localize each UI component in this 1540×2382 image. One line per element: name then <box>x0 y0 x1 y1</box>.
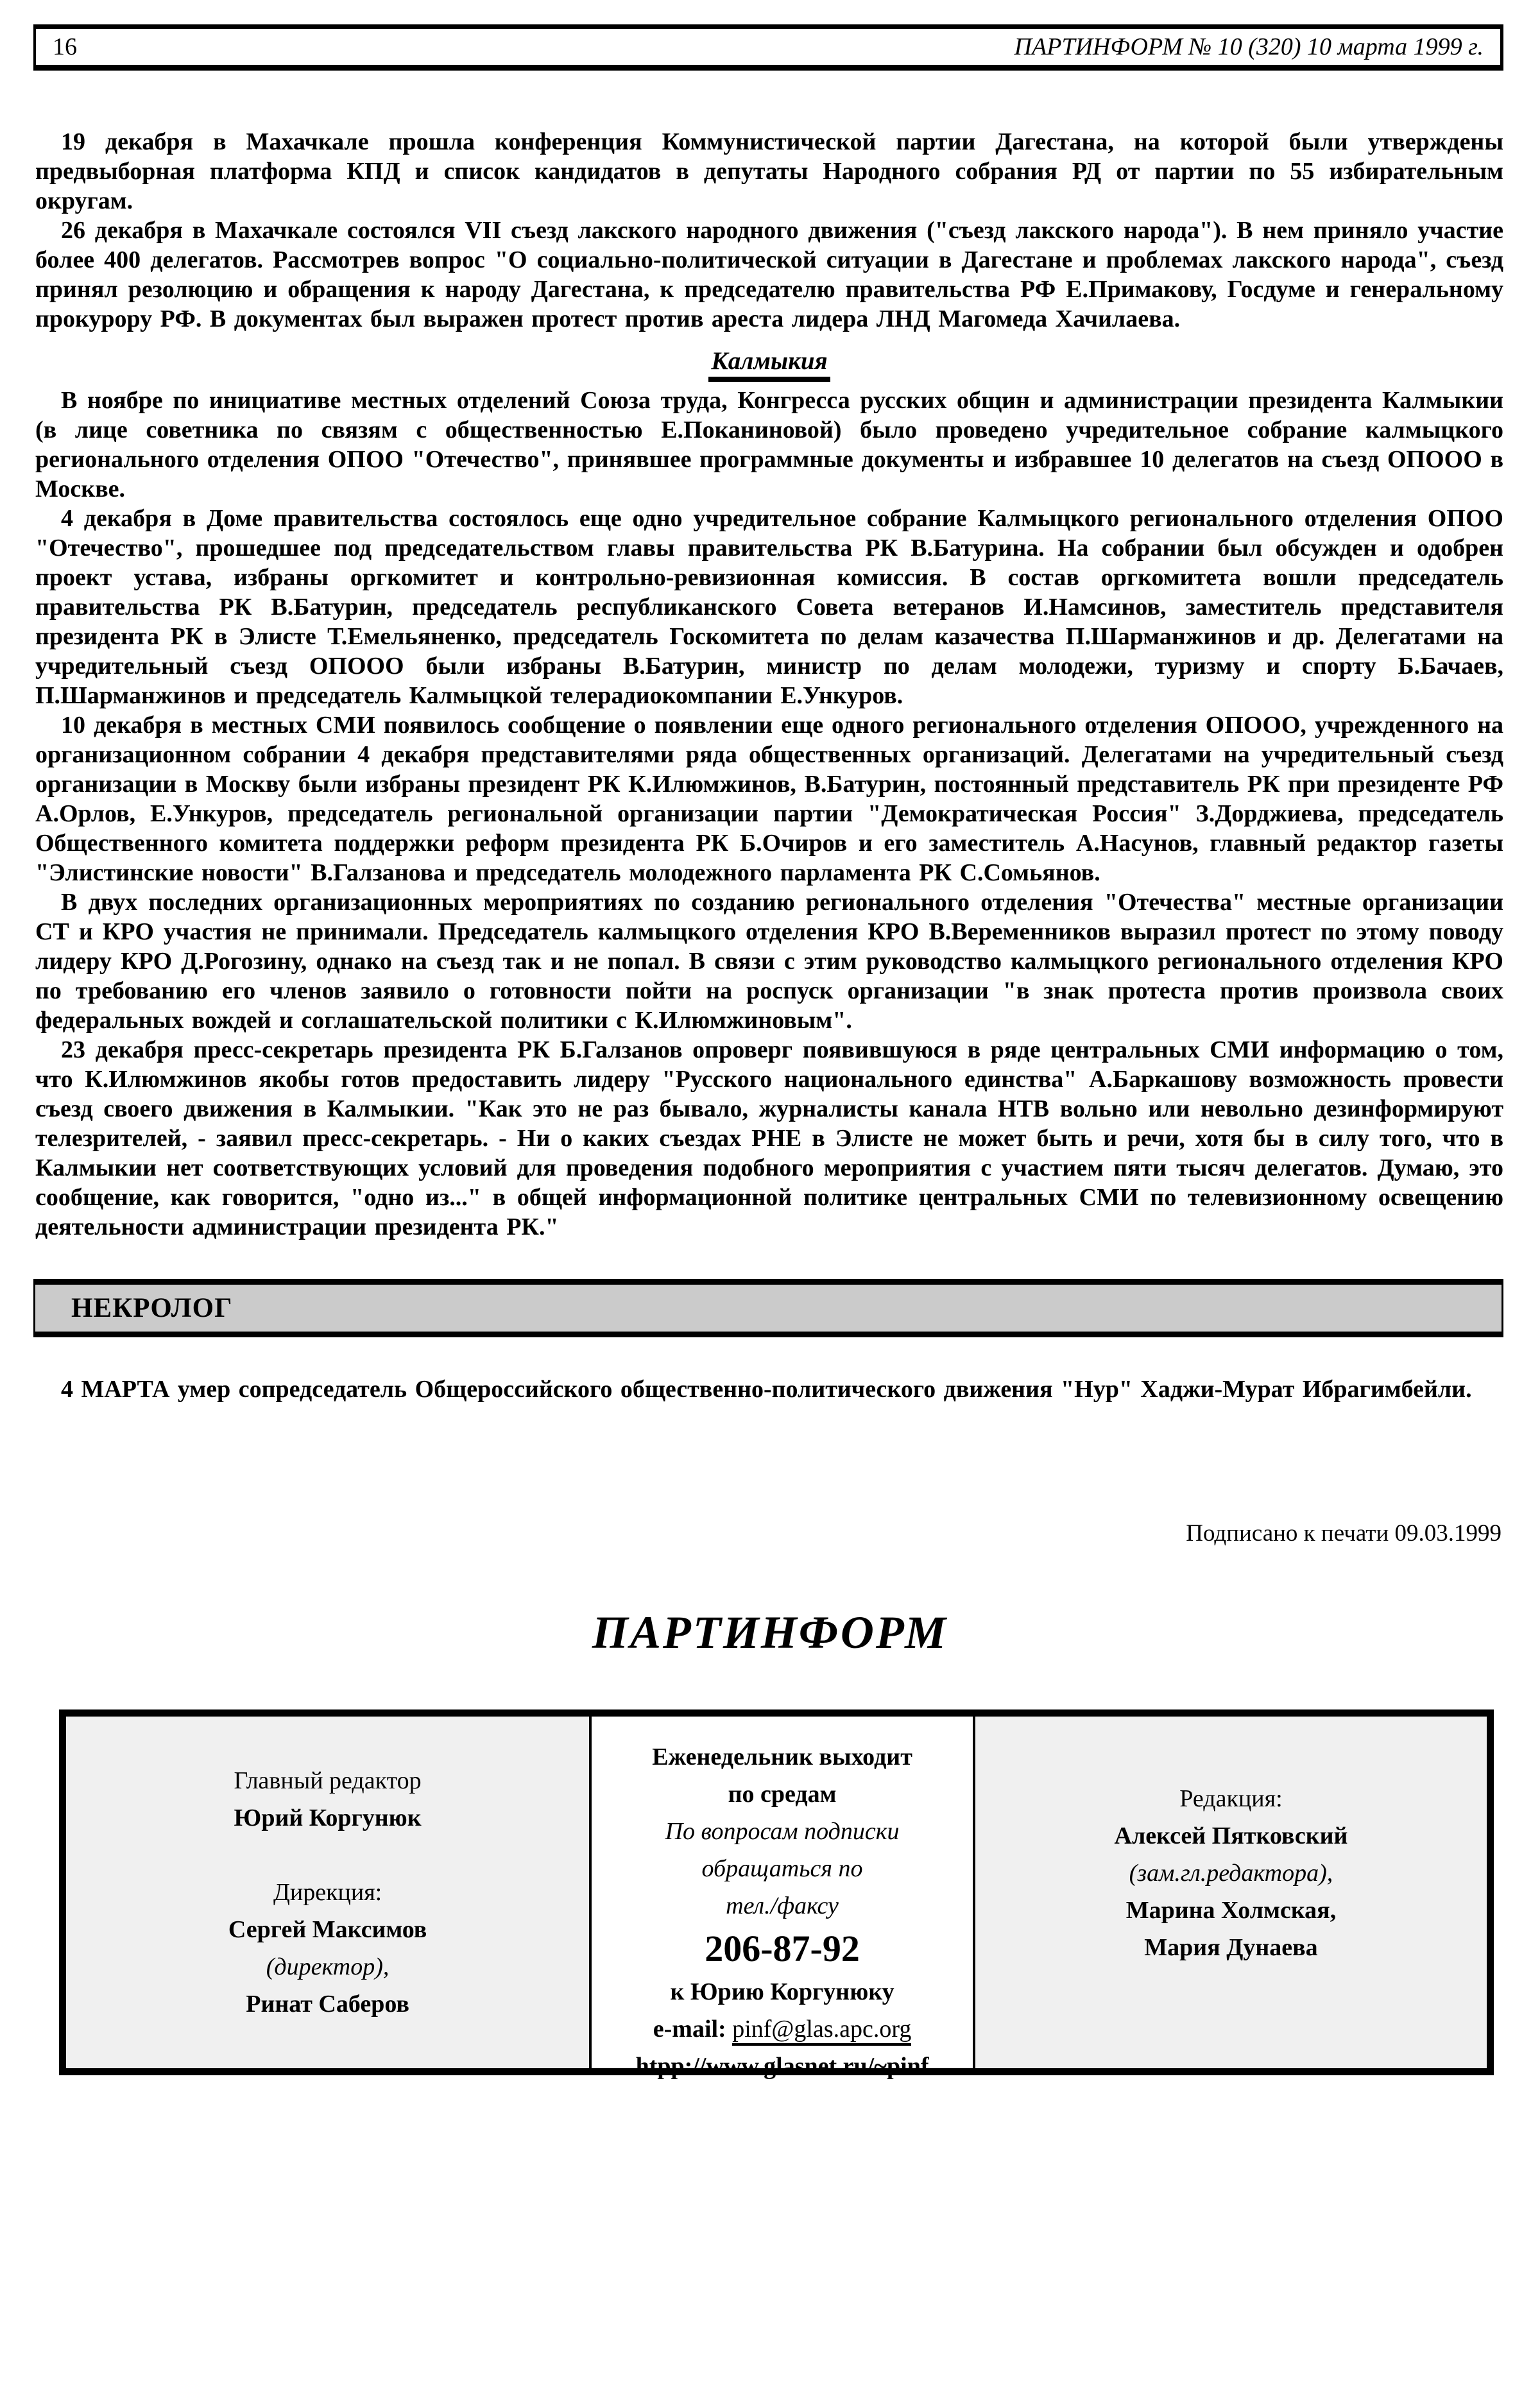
phone-number: 206-87-92 <box>705 1928 860 1969</box>
director-role: (директор), <box>266 1953 389 1980</box>
staff-label: Редакция: <box>1179 1785 1283 1812</box>
email-label: e-mail: <box>653 2016 726 2043</box>
necrolog-banner <box>33 1279 1503 1337</box>
article-paragraph: 10 декабря в местных СМИ появилось сообщение о появлении еще одного регионального отделения ОПООО, учрежденного на организационном собрании 4 декабря представителями ряда общественных организаций. Делегатами на учредительный съезд организации в Москву были избраны президент РК К.Илюмжинов, В.Батурин, постоянный представитель РК при президенте РФ А.Орлов, Е.Ункуров, председатель региональной организации партии "Демократическая Россия" З.Дорджиева, председатель Общественного комитета поддержки реформ президента РК Б.Очиров и его заместитель А.Насунов, главный редактор газеты "Элистинские новости" В.Галзанова и председатель молодежного парламента РК С.Сомьянов. <box>35 712 1503 886</box>
colophon-table <box>59 1709 1494 2080</box>
director-name: Сергей Максимов <box>228 1916 427 1943</box>
schedule-line: Еженедельник выходит <box>652 1744 912 1770</box>
subscription-note-line: тел./факсу <box>726 1892 839 1919</box>
staff-name: Марина Холмская, <box>1125 1897 1337 1924</box>
website-url: htpp://www.glasnet.ru/~pinf <box>635 2053 929 2080</box>
directorate-member-name: Ринат Саберов <box>246 1991 409 2018</box>
staff-name: Алексей Пятковский <box>1114 1822 1348 1849</box>
colophon-cell-editor <box>66 1717 592 2068</box>
necrolog-paragraph: 4 МАРТА умер сопредседатель Общероссийского общественно-политического движения "Нур" Хаджи-Мурат Ибрагимбейли. <box>61 1376 1472 1403</box>
signed-to-print-line: Подписано к печати 09.03.1999 <box>1186 1520 1502 1547</box>
section-heading-kalmykia <box>35 347 1503 375</box>
article-paragraph: В двух последних организационных мероприятиях по созданию регионального отделения "Отечества" местные организации СТ и КРО участия не принимали. Председатель калмыцкого отделения КРО В.Веременников выразил протест по этому поводу лидеру КРО Д.Рогозину, однако на съезд так и не попал. В связи с этим руководство калмыцкого регионального отделения КРО по требованию его членов заявило о готовности пойти на роспуск организации "в знак протеста против произвола своих федеральных вождей и соглашательской политики с К.Илюмжиновым". <box>35 889 1503 1034</box>
article-paragraph: В ноябре по инициативе местных отделений Союза труда, Конгресса русских общин и администрации президента Калмыкии (в лице советника по связям с общественностью Е.Поканиновой) было проведено учредительное собрание калмыцкого регионального отделения ОПОО "Отечество", принявшее программные документы и избравшее 10 делегатов на съезд ОПООО в Москве. <box>35 387 1503 502</box>
subscription-note-line: обращаться по <box>701 1855 863 1882</box>
email-link[interactable]: pinf@glas.apc.org <box>732 2016 911 2046</box>
schedule-line: по средам <box>728 1781 837 1808</box>
necrolog-heading: НЕКРОЛОГ <box>71 1293 233 1323</box>
article-body <box>0 71 1540 1242</box>
masthead-title: ПАРТИНФОРМ <box>592 1607 948 1658</box>
staff-role: (зам.гл.редактора), <box>1129 1860 1333 1887</box>
editor-role-label: Главный редактор <box>234 1767 422 1794</box>
article-paragraph: 23 декабря пресс-секретарь президента РК Б.Галзанов опроверг появившуюся в ряде центральных СМИ информацию о том, что К.Илюмжинов якобы готов предоставить лидеру "Русского национального единства" А.Баркашову возможность провести съезд своего движения в Калмыкии. "Как это не раз бывало, журналисты канала НТВ вольно или невольно дезинформируют телезрителей, - заявил пресс-секретарь. - Ни о каких съездах РНЕ в Элисте не может быть и речи, хотя бы в силу того, что в Калмыкии нет соответствующих условий для проведения подобного мероприятия с участием пяти тысяч делегатов. Думаю, это сообщение, как говорится, "одно из..." в общей информационной политике центральных СМИ по телевизионному освещению деятельности администрации президента РК." <box>35 1036 1503 1240</box>
article-paragraph: 26 декабря в Махачкале состоялся VII съезд лакского народного движения ("съезд лакского народа"). В нем приняло участие более 400 делегатов. Рассмотрев вопрос "О социально-политической ситуации в Дагестане и проблемах лакского народа", съезд принял резолюцию и обращения к народу Дагестана, к председателю правительства РФ Е.Примакову, Госдуме и генеральному прокурору РФ. В документах был выражен протест против ареста лидера ЛНД Магомеда Хачилаева. <box>35 217 1503 332</box>
subscription-note-line: По вопросам подписки <box>665 1818 900 1845</box>
staff-name: Мария Дунаева <box>1144 1934 1318 1961</box>
colophon-cell-staff <box>975 1717 1487 2068</box>
editor-name: Юрий Коргунюк <box>234 1804 422 1831</box>
page-number: 16 <box>53 33 77 60</box>
directorate-label: Дирекция: <box>273 1879 382 1906</box>
email-line <box>592 2010 973 2048</box>
contact-person: к Юрию Коргунюку <box>670 1978 894 2005</box>
running-header <box>33 24 1503 71</box>
spacer <box>66 1837 589 1874</box>
issue-title: ПАРТИНФОРМ № 10 (320) 10 марта 1999 г. <box>1014 33 1484 60</box>
section-heading-text: Калмыкия <box>708 347 830 382</box>
article-paragraph: 19 декабря в Махачкале прошла конференция Коммунистической партии Дагестана, на которой были утверждены предвыборная платформа КПД и список кандидатов в депутаты Народного собрания РД от партии по 55 избирательным округам. <box>35 128 1503 214</box>
colophon-cell-schedule <box>592 1717 975 2080</box>
article-paragraph: 4 декабря в Доме правительства состоялось еще одно учредительное собрание Калмыцкого регионального отделения ОПОО "Отечество", прошедшее под председательством главы правительства РК В.Батурина. На собрании был обсужден и одобрен проект устава, избраны оргкомитет и контрольно-ревизионная комиссия. В состав оргкомитета вошли председатель правительства РК В.Батурин, председатель республиканского Совета ветеранов И.Намсинов, заместитель представителя президента РК в Элисте Т.Емельяненко, председатель Госкомитета по делам казачества П.Шарманжинов и др. Делегатами на учредительный съезд ОПООО были избраны В.Батурин, министр по делам молодежи, туризму и спорту Б.Бачаев, П.Шарманжинов и председатель Калмыцкой телерадиокомпании Е.Ункуров. <box>35 505 1503 709</box>
